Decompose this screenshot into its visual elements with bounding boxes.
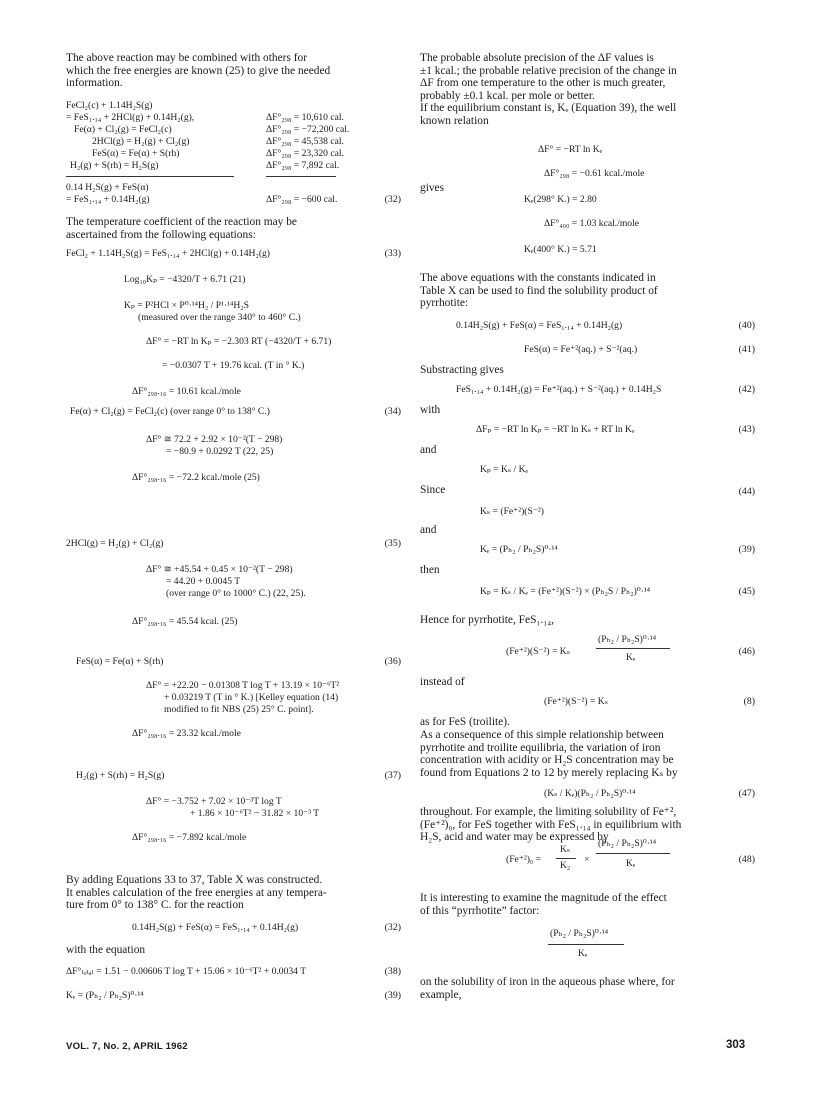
subtracting-text: Substracting gives bbox=[420, 364, 504, 376]
text-line: on the solubility of iron in the aqueous phase where, for bbox=[420, 976, 675, 988]
equation-number: (35) bbox=[384, 538, 401, 549]
equation-36: FeS(α) = Fe(α) + S(rh) bbox=[76, 656, 164, 667]
sum-free-energy: ΔF°₂₉₈ = −600 cal. bbox=[266, 194, 338, 205]
text-line: ascertained from the following equations: bbox=[66, 228, 256, 241]
equation-number: (32) bbox=[384, 194, 401, 205]
free-energy-line: ΔF°₂₉₈.₁₆ = 45.54 kcal. (25) bbox=[132, 616, 238, 627]
paragraph-pyrrhotite-factor bbox=[420, 892, 755, 917]
equation-number: (8) bbox=[743, 696, 755, 707]
reaction-line: H₂(g) + S(rh) = H₂S(g) bbox=[70, 160, 159, 171]
times-sign: × bbox=[584, 854, 590, 865]
and-text: and bbox=[420, 444, 437, 456]
relation-line: ΔF°₄₀₀ = 1.03 kcal./mole bbox=[544, 218, 639, 229]
hence-text: Hence for pyrrhotite, FeS₁.₁₄, bbox=[420, 614, 555, 626]
sum-reaction: 0.14 H₂S(g) + FeS(α) bbox=[66, 182, 149, 193]
equation-number: (36) bbox=[384, 656, 401, 667]
text-line: probably ±0.1 kcal. per mole or better. bbox=[420, 89, 595, 102]
equation-number: (46) bbox=[738, 646, 755, 657]
reaction-line: FeCl₂(c) + 1.14H₂S(g) bbox=[66, 100, 153, 111]
equation-39: Kₑ = (Pₕ₂ / Pₕ₂S)⁰·¹⁴ bbox=[66, 990, 144, 1001]
text-line: pyrrhotite: bbox=[420, 297, 469, 310]
free-energy-line: ΔF°₂₉₈.₁₆ = −72.2 kcal./mole (25) bbox=[132, 472, 260, 483]
text-line: The above equations with the constants indicated in bbox=[420, 272, 656, 284]
equation-48-numerator: (Pₕ₂ / Pₕ₂S)⁰·¹⁴ bbox=[598, 838, 657, 849]
relation-line: Kₑ(400° K.) = 5.71 bbox=[524, 244, 597, 255]
text-line: example, bbox=[420, 988, 462, 1001]
equation-number: (41) bbox=[738, 344, 755, 355]
text-line: known relation bbox=[420, 114, 489, 127]
paragraph-consequence bbox=[420, 729, 755, 779]
text-line: As a consequence of this simple relationship between bbox=[420, 729, 664, 741]
equation-44: Kₛ = (Fe⁺²)(S⁻²) bbox=[480, 506, 544, 517]
fraction-bar bbox=[596, 648, 670, 649]
text-line: ±1 kcal.; the probable relative precision of the change in bbox=[420, 64, 677, 77]
reaction-line: = FeS₁.₁₄ + 2HCl(g) + 0.14H₂(g), bbox=[66, 112, 195, 123]
equation-number: (39) bbox=[738, 544, 755, 555]
equation-45: Kₚ = Kₛ / Kₑ = (Fe⁺²)(S⁻²) × (Pₕ₂S / Pₕ₂)⁰·¹⁴ bbox=[480, 586, 651, 597]
troilite-text: as for FeS (troilite). bbox=[420, 716, 510, 728]
paragraph-temperature-coefficient bbox=[66, 216, 401, 241]
paragraph-pyrrhotite bbox=[420, 272, 755, 310]
free-energy-line: ΔF° ≅ +45.54 + 0.45 × 10⁻²(T − 298) bbox=[146, 564, 293, 575]
equation-kp-ratio: Kₚ = Kₛ / Kₑ bbox=[480, 464, 528, 475]
equation-48-ks: Kₛ bbox=[560, 844, 571, 855]
text-line: concentration with acidity or H₂S concentration may be bbox=[420, 754, 674, 767]
free-energy-line: + 0.03219 T (T in ° K.) [Kelley equation (14) bbox=[164, 692, 339, 703]
free-energy-line: = −80.9 + 0.0292 T (22, 25) bbox=[166, 446, 274, 457]
text-line: The probable absolute precision of the ΔF values is bbox=[420, 52, 654, 64]
equation-number: (34) bbox=[384, 406, 401, 417]
sum-reaction: = FeS₁.₁₄ + 0.14H₂(g) bbox=[66, 194, 150, 205]
free-energy-line: ΔF°₂₉₈.₁₆ = −7.892 kcal./mole bbox=[132, 832, 247, 843]
reaction-line: Fe(α) + Cl₂(g) = FeCl₂(c) bbox=[74, 124, 172, 135]
text-line: ture from 0° to 138° C. for the reaction bbox=[66, 899, 244, 912]
equation-48-lhs: (Fe⁺²)₀ = bbox=[506, 854, 542, 865]
equation-40: 0.14H₂S(g) + FeS(α) = FeS₁.₁₄ + 0.14H₂(g) bbox=[456, 320, 623, 331]
equation-number: (42) bbox=[738, 384, 755, 395]
text-line: H₂S, acid and water may be expressed by bbox=[420, 831, 609, 844]
equation-38: ΔF°ₜₒₜₐₗ = 1.51 − 0.00606 T log T + 15.06 × 10⁻⁶T² + 0.0034 T bbox=[66, 966, 307, 977]
gives-text: gives bbox=[420, 182, 445, 194]
equation-number: (32) bbox=[384, 922, 401, 933]
measurement-range: (measured over the range 340° to 460° C.) bbox=[138, 312, 301, 323]
log-kp: Log₁₀Kₚ = −4320/T + 6.71 (21) bbox=[124, 274, 246, 285]
equation-number: (43) bbox=[738, 424, 755, 435]
equation-35: 2HCl(g) = H₂(g) + Cl₂(g) bbox=[66, 538, 164, 549]
text-line: It is interesting to examine the magnitude of the effect bbox=[420, 892, 667, 904]
equation-number: (45) bbox=[738, 586, 755, 597]
text-line: throughout. For example, the limiting solubility of Fe⁺², bbox=[420, 806, 677, 818]
kp-expression: Kₚ = P²HCl × P⁰·¹⁴H₂ / P¹·¹⁴H₂S bbox=[124, 300, 249, 311]
paragraph-aqueous bbox=[420, 976, 755, 1001]
paragraph-combined-reaction bbox=[66, 52, 401, 90]
equation-42: FeS₁.₁₄ + 0.14H₂(g) = Fe⁺²(aq.) + S⁻²(aq.) + 0.14H₂S bbox=[456, 384, 662, 395]
with-text: with bbox=[420, 404, 441, 416]
free-energy-line: ΔF° = +22.20 − 0.01308 T log T + 13.19 × 10⁻⁶T² bbox=[146, 680, 340, 691]
reaction-free-energy: ΔF°₂₉₈ = 7,892 cal. bbox=[266, 160, 340, 171]
since-text: Since bbox=[420, 484, 446, 496]
reaction-free-energy: ΔF°₂₉₈ = 45,538 cal. bbox=[266, 136, 344, 147]
instead-text: instead of bbox=[420, 676, 465, 688]
equation-number: (39) bbox=[384, 990, 401, 1001]
free-energy-line: + 1.86 × 10⁻⁶T² − 31.82 × 10⁻³ T bbox=[190, 808, 320, 819]
free-energy-line: ΔF° ≅ 72.2 + 2.92 × 10⁻²(T − 298) bbox=[146, 434, 283, 445]
equation-41: FeS(α) = Fe⁺²(aq.) + S⁻²(aq.) bbox=[524, 344, 638, 355]
equation-43: ΔFₚ = −RT ln Kₚ = −RT ln Kₛ + RT ln Kₑ bbox=[476, 424, 635, 435]
text-line: The above reaction may be combined with others for bbox=[66, 52, 308, 64]
equation-33: FeCl₂ + 1.14H₂S(g) = FeS₁.₁₄ + 2HCl(g) + 0.14H₂(g) bbox=[66, 248, 271, 259]
text-line: information. bbox=[66, 77, 123, 90]
equation-number: (47) bbox=[738, 788, 755, 799]
sum-rule bbox=[266, 176, 336, 177]
paragraph-table-x bbox=[66, 874, 401, 912]
text-line: (Fe⁺²)₀, for FeS together with FeS₁.₁₄ in equilibrium with bbox=[420, 818, 682, 831]
text-line: It enables calculation of the free energies at any tempera- bbox=[66, 886, 327, 899]
paragraph-solubility bbox=[420, 806, 755, 844]
page-number: 303 bbox=[726, 1039, 746, 1051]
reaction-free-energy: ΔF°₂₉₈ = 23,320 cal. bbox=[266, 148, 344, 159]
free-energy-line: modified to fit NBS (25) 25° C. point]. bbox=[164, 704, 314, 715]
text-line: which the free energies are known (25) to give the needed bbox=[66, 64, 331, 77]
factor-numerator: (Pₕ₂ / Pₕ₂S)⁰·¹⁴ bbox=[550, 928, 609, 939]
equation-number: (33) bbox=[384, 248, 401, 259]
equation-46-denominator: Kₑ bbox=[626, 652, 636, 663]
reaction-line: 2HCl(g) = H₂(g) + Cl₂(g) bbox=[92, 136, 190, 147]
free-energy-line: ΔF° = −3.752 + 7.02 × 10⁻³T log T bbox=[146, 796, 282, 807]
equation-37: H₂(g) + S(rh) = H₂S(g) bbox=[76, 770, 165, 781]
text-line: ΔF from one temperature to the other is much greater, bbox=[420, 77, 666, 90]
text-line: pyrrhotite and troilite equilibria, the variation of iron bbox=[420, 741, 661, 754]
journal-footer: VOL. 7, No. 2, APRIL 1962 bbox=[66, 1041, 188, 1052]
equation-48-k2: K₂ bbox=[560, 860, 571, 871]
text-line: If the equilibrium constant is, Kₑ (Equation 39), the well bbox=[420, 102, 677, 115]
reaction-free-energy: ΔF°₂₉₈ = −72,200 cal. bbox=[266, 124, 350, 135]
relation-line: ΔF°₂₉₈ = −0.61 kcal./mole bbox=[544, 168, 645, 179]
equation-number: (44) bbox=[738, 486, 755, 497]
sum-rule bbox=[66, 176, 234, 177]
text-line: Table X can be used to find the solubility product of bbox=[420, 284, 658, 297]
free-energy-line: (over range 0° to 1000° C.) (22, 25). bbox=[166, 588, 306, 599]
equation-8: (Fe⁺²)(S⁻²) = Kₛ bbox=[544, 696, 608, 707]
equation-number: (37) bbox=[384, 770, 401, 781]
free-energy-line: ΔF°₂₉₈.₁₆ = 23.32 kcal./mole bbox=[132, 728, 241, 739]
relation-line: ΔF° = −RT ln Kₑ bbox=[538, 144, 603, 155]
free-energy-line: = −0.0307 T + 19.76 kcal. (T in ° K.) bbox=[162, 360, 305, 371]
text-line: found from Equations 2 to 12 by merely replacing Kₛ by bbox=[420, 766, 678, 779]
fraction-bar bbox=[556, 858, 576, 859]
fraction-bar bbox=[548, 944, 624, 945]
fraction-bar bbox=[596, 853, 670, 854]
equation-48-denominator: Kₑ bbox=[626, 858, 636, 869]
equation-32-repeat: 0.14H₂S(g) + FeS(α) = FeS₁.₁₄ + 0.14H₂(g) bbox=[132, 922, 299, 933]
text-line: The temperature coefficient of the reaction may be bbox=[66, 216, 297, 228]
equation-46-numerator: (Pₕ₂ / Pₕ₂S)⁰·¹⁴ bbox=[598, 634, 657, 645]
equation-39-repeat: Kₑ = (Pₕ₂ / Pₕ₂S)⁰·¹⁴ bbox=[480, 544, 558, 555]
factor-denominator: Kₑ bbox=[578, 948, 588, 959]
equation-46-lhs: (Fe⁺²)(S⁻²) = Kₛ bbox=[506, 646, 570, 657]
equation-number: (48) bbox=[738, 854, 755, 865]
equation-number: (38) bbox=[384, 966, 401, 977]
free-energy-line: ΔF°₂₉₈.₁₆ = 10.61 kcal./mole bbox=[132, 386, 241, 397]
equation-47: (Kₛ / Kₑ)(Pₕ₂ / Pₕ₂S)⁰·¹⁴ bbox=[544, 788, 636, 799]
with-equation-text: with the equation bbox=[66, 944, 146, 956]
paragraph-precision bbox=[420, 52, 755, 128]
equation-34: Fe(α) + Cl₂(g) = FeCl₂(c) (over range 0° to 138° C.) bbox=[70, 406, 270, 417]
and-text: and bbox=[420, 524, 437, 536]
reaction-free-energy: ΔF°₂₉₈ = 10,610 cal. bbox=[266, 112, 344, 123]
free-energy-line: = 44.20 + 0.0045 T bbox=[166, 576, 241, 587]
free-energy-line: ΔF° = −RT ln Kₚ = −2.303 RT (−4320/T + 6.71) bbox=[146, 336, 332, 347]
text-line: of this “pyrrhotite” factor: bbox=[420, 904, 540, 917]
then-text: then bbox=[420, 564, 440, 576]
text-line: By adding Equations 33 to 37, Table X was constructed. bbox=[66, 874, 323, 886]
relation-line: Kₑ(298° K.) = 2.80 bbox=[524, 194, 597, 205]
reaction-line: FeS(α) = Fe(α) + S(rh) bbox=[92, 148, 180, 159]
equation-number: (40) bbox=[738, 320, 755, 331]
